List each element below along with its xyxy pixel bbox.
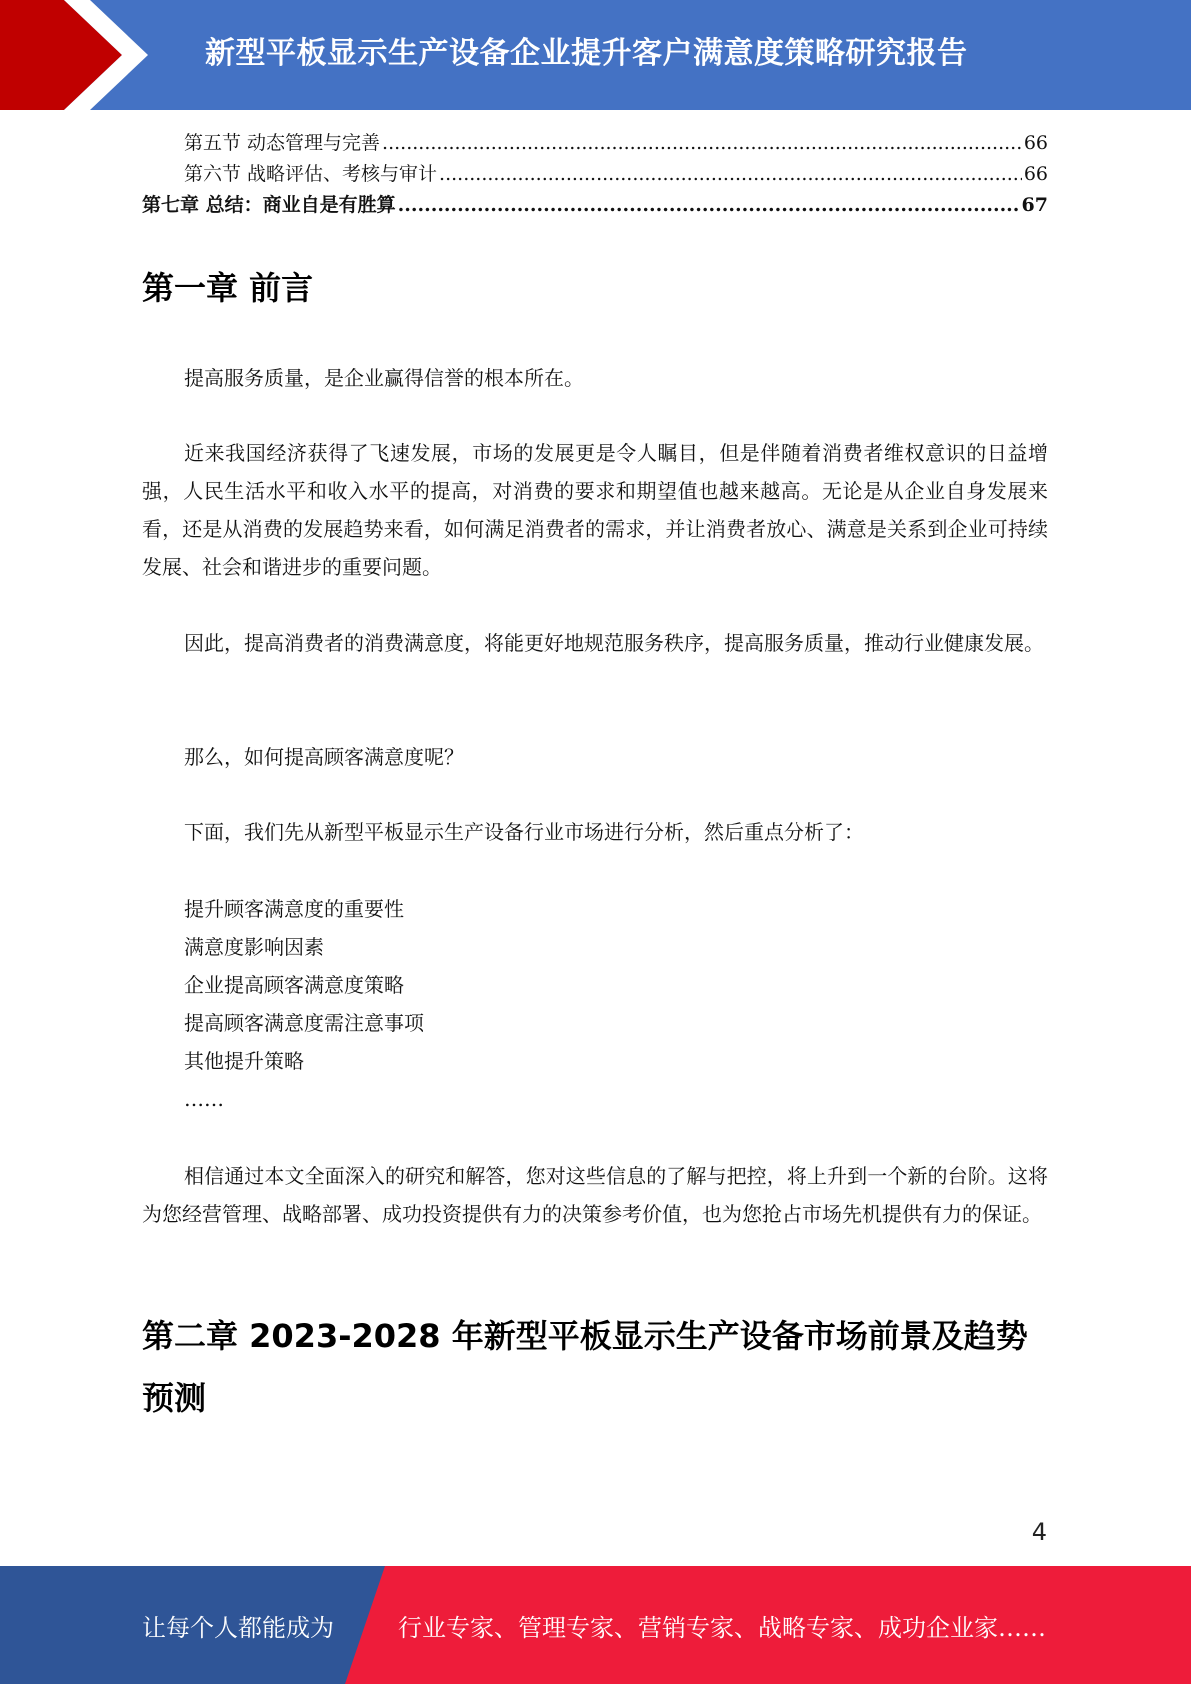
paragraph: 提高服务质量，是企业赢得信誉的根本所在。 — [184, 366, 584, 390]
toc-entry-label: 第六节 战略评估、考核与审计 — [184, 163, 438, 185]
list-item: 提高顾客满意度需注意事项 — [184, 1011, 424, 1035]
toc-entry[interactable] — [142, 159, 1048, 190]
header-chevron-graphic — [0, 0, 150, 110]
list-item: 企业提高顾客满意度策略 — [184, 973, 404, 997]
footer-slogan-left: 让每个人都能成为 — [142, 1614, 334, 1642]
list-item: 提升顾客满意度的重要性 — [184, 897, 404, 921]
table-of-contents — [142, 128, 1048, 221]
paragraph: 因此，提高消费者的消费满意度，将能更好地规范服务秩序，提高服务质量，推动行业健康发展。 — [184, 631, 1044, 655]
toc-entry[interactable] — [142, 128, 1048, 159]
toc-entry-label: 第七章 总结：商业自是有胜算 — [142, 194, 396, 216]
header-banner — [0, 0, 1191, 110]
chapter-2-heading: 第二章 2023-2028 年新型平板显示生产设备市场前景及趋势预测 — [142, 1317, 1028, 1417]
page-number: 4 — [1031, 1518, 1047, 1546]
list-item: 满意度影响因素 — [184, 935, 324, 959]
paragraph: 下面，我们先从新型平板显示生产设备行业市场进行分析，然后重点分析了： — [184, 820, 864, 844]
toc-entry-page: 67 — [1021, 194, 1048, 216]
toc-entry-page: 66 — [1023, 132, 1048, 154]
toc-entry[interactable] — [142, 190, 1048, 221]
footer-banner — [0, 1566, 1191, 1684]
toc-entry-label: 第五节 动态管理与完善 — [184, 132, 381, 154]
toc-leader-dots — [398, 190, 1020, 221]
list-item: 其他提升策略 — [184, 1049, 304, 1073]
topic-list — [184, 890, 424, 1118]
list-item: …… — [184, 1087, 224, 1111]
report-title: 新型平板显示生产设备企业提升客户满意度策略研究报告 — [205, 36, 968, 71]
toc-leader-dots — [439, 159, 1022, 190]
paragraph: 相信通过本文全面深入的研究和解答，您对这些信息的了解与把控，将上升到一个新的台阶。这将为您经营管理、战略部署、成功投资提供有力的决策参考价值，也为您抢占市场先机提供有力的保证。 — [142, 1164, 1048, 1226]
footer-slogan-right: 行业专家、管理专家、营销专家、战略专家、成功企业家…… — [398, 1614, 1046, 1642]
toc-leader-dots — [382, 128, 1022, 159]
paragraph: 近来我国经济获得了飞速发展，市场的发展更是令人瞩目，但是伴随着消费者维权意识的日益增强，人民生活水平和收入水平的提高，对消费的要求和期望值也越来越高。无论是从企业自身发展来看，还是从消费的发展趋势来看，如何满足消费者的需求，并让消费者放心、满意是关系到企业可持续发展、社会和谐进步的重要问题。 — [142, 441, 1048, 579]
paragraph: 那么，如何提高顾客满意度呢？ — [184, 745, 464, 769]
chapter-1-heading: 第一章 前言 — [142, 269, 314, 307]
toc-entry-page: 66 — [1023, 163, 1048, 185]
